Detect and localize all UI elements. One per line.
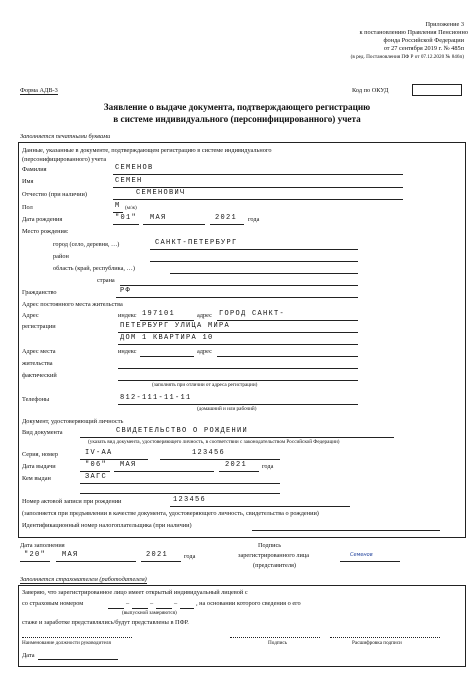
doc-type-label: Вид документа [22,429,63,436]
snils-part-2 [132,608,148,609]
okud-code-box[interactable] [412,84,462,96]
surname-label: Фамилия [22,166,47,173]
birth-date-label: Дата рождения [22,216,63,223]
name-value[interactable]: СЕМЕН [115,177,143,185]
manager-decode-label: Расшифровка подписи [352,640,402,646]
birth-country-label: страна [97,277,115,284]
birth-day-line [113,224,139,225]
reg-address-line-3 [118,344,358,345]
actual-address-line-1 [217,356,358,357]
snils-part-4 [180,608,194,609]
issued-by-label: Кем выдан [22,475,51,482]
name-line [113,187,403,188]
birth-district-line [150,261,358,262]
issue-year-value[interactable]: 2021 [225,461,248,469]
appendix-resolution: к постановлению Правления Пенсионно [359,29,468,36]
manager-position-line [22,637,132,638]
birth-country-line [120,285,358,286]
issue-day-value[interactable]: "06" [85,461,108,469]
doc-series-value[interactable]: IV-АА [85,449,113,457]
insurer-date-label: Дата [22,652,35,659]
fill-month-line [56,561,136,562]
fill-year-value[interactable]: 2021 [146,551,169,559]
sex-line [113,212,123,213]
act-record-value[interactable]: 123456 [173,496,207,504]
act-record-line [170,506,350,507]
form-code: Форма АДВ-3 [20,87,58,94]
name-label: Имя [22,178,34,185]
doc-series-line [80,459,148,460]
phones-hint: (домашний и или рабочий) [197,406,257,412]
insurer-line-1: Заверяю, что зарегистрированное лицо имеет открытый индивидуальный лицевой с [22,589,248,596]
birth-district-label: район [53,253,69,260]
actual-address-label-2: жительства [22,360,53,367]
reg-address-value-1[interactable]: ГОРОД САНКТ- [219,310,286,318]
insurer-date-line [38,659,118,660]
reg-address-line-1 [217,320,358,321]
appendix-date: от 27 сентября 2019 г. № 485п [383,45,464,52]
signature-label-3: (представителя) [253,562,296,569]
appendix-fund: фонда Российской Федерации [383,37,464,44]
issue-date-label: Дата выдачи [22,463,56,470]
reg-index-value[interactable]: 197101 [142,310,176,318]
permanent-address-label: Адрес постоянного места жительства [22,301,123,308]
registration-data-note-2: (персонифицированного) учета [22,156,107,163]
reg-index-label: индекс [118,312,137,319]
actual-address-hint: (заполнять при отличии от адреса регистрации) [152,382,258,388]
patronymic-value[interactable]: СЕМЕНОВИЧ [136,189,186,197]
manager-position-label: Наименование должности руководителя [22,640,111,646]
section-print-note: Заполняется печатными буквами [20,133,111,140]
series-number-label: Серия, номер [22,451,58,458]
doc-number-value[interactable]: 123456 [192,449,226,457]
form-title-line-2: в системе индивидуального (персонифицированного) учета [113,114,361,124]
snils-sep-3: – [174,600,178,607]
actual-index-line [140,356,194,357]
form-title-line-1: Заявление о выдаче документа, подтверждающего регистрацию [103,102,371,112]
signature-label-1: Подпись [258,542,282,549]
snils-part-3 [156,608,172,609]
appendix-revision: (в ред. Постановления ПФ Р от 07.12.2020 № 846п) [350,54,464,60]
appendix-number: Приложение 3 [425,21,464,28]
insurer-section-title: Заполняется страхователем (работодателем) [20,576,147,583]
snils-part-1 [108,608,124,609]
reg-address-label-2: регистрации [22,323,56,330]
birth-place-label: Место рождения: [22,228,69,235]
issued-by-line [80,483,280,484]
birth-region-line [170,273,358,274]
actual-address-label: адрес [197,348,212,355]
reg-index-line [140,320,194,321]
actual-address-line-2 [118,368,358,369]
insurer-line-3: стаже и заработке представлялись/будут представлены в ПФР. [22,619,189,626]
sex-value[interactable]: М [115,202,121,210]
patronymic-label: Отчество (при наличии) [22,191,87,198]
issued-by-line-2 [80,493,280,494]
issued-by-value[interactable]: ЗАГС [85,473,108,481]
birth-year-value[interactable]: 2021 [215,214,238,222]
snils-hint: (выпускной замеряются) [122,610,177,616]
issue-year-suffix: года [262,463,274,470]
reg-address-line-2 [118,332,358,333]
okud-label: Код по ОКУД [352,87,389,94]
birth-region-label: область (край, республика, …) [53,265,135,272]
birth-year-suffix: года [248,216,260,223]
manager-decode-line [330,637,440,638]
fill-day-line [20,561,50,562]
applicant-signature[interactable]: Семенов [350,552,373,558]
reg-address-value-2[interactable]: ПЕТЕРБУРГ УЛИЦА МИРА [120,322,231,330]
signature-label-2: зарегистрированного лица [238,552,310,559]
signature-line [340,561,400,562]
reg-address-label-1: Адрес [22,312,39,319]
phone-value[interactable]: 812-111-11-11 [120,394,192,402]
issue-month-value[interactable]: МАЯ [120,461,137,469]
actual-address-line-3 [118,380,358,381]
reg-address-label: адрес [197,312,212,319]
act-record-note: (заполняется при предъявлении в качестве документа, удостоверяющего личность, свидетельства о рождении) [22,510,319,517]
inn-label: Идентификационный номер налогоплательщика (при наличии) [22,522,192,529]
sex-label: Пол [22,204,33,211]
inn-line [252,530,440,531]
birth-day-value[interactable]: "01" [115,214,138,222]
issue-year-line [219,471,259,472]
doc-number-line [160,459,280,460]
phones-label: Телефоны [22,396,50,403]
phones-line [118,404,358,405]
doc-type-hint: (указать вид документа, удостоверяющего личность, в соответствии с законодательством Российской Федерации) [88,439,340,445]
citizenship-value[interactable]: РФ [120,287,132,295]
birth-month-value[interactable]: МАЯ [150,214,167,222]
doc-type-line [80,437,394,438]
issue-day-line [80,471,110,472]
sex-hint: (м/ж) [125,205,137,211]
issue-month-line [114,471,214,472]
snils-sep-1: – [126,600,130,607]
fill-day-value[interactable]: "20" [24,551,47,559]
act-record-label: Номер актовой записи при рождении [22,498,122,505]
birth-city-line [150,249,358,250]
birth-month-line [143,224,205,225]
manager-sign-label: Подпись [268,640,288,646]
actual-index-label: индекс [118,348,137,355]
actual-address-label-3: фактический [22,372,57,379]
insurer-line-2a: со страховым номером [22,600,84,607]
surname-line [113,174,403,175]
fill-year-line [141,561,181,562]
actual-address-label-1: Адрес места [22,348,56,355]
surname-value[interactable]: СЕМЕНОВ [115,164,154,172]
registration-data-note-1: Данные, указанные в документе, подтверждающем регистрацию в системе индивидуального [22,147,272,154]
fill-month-value[interactable]: МАЯ [62,551,79,559]
reg-address-value-3[interactable]: ДОМ 1 КВАРТИРА 10 [120,334,214,342]
manager-sign-line [230,637,320,638]
fill-year-suffix: года [184,553,196,560]
birth-city-label: город (село, деревня, …) [53,241,120,248]
insurer-line-2b: , на основании которого сведения о его [196,600,301,607]
fill-date-label: Дата заполнения [20,542,65,549]
birth-year-line [210,224,244,225]
doc-type-value[interactable]: СВИДЕТЕЛЬСТВО О РОЖДЕНИИ [116,427,249,435]
citizenship-label: Гражданство [22,289,57,296]
patronymic-line [113,199,403,200]
citizenship-line [116,297,358,298]
id-document-label: Документ, удостоверяющий личность [22,418,124,425]
snils-sep-2: – [150,600,154,607]
birth-city-value[interactable]: САНКТ-ПЕТЕРБУРГ [155,239,238,247]
